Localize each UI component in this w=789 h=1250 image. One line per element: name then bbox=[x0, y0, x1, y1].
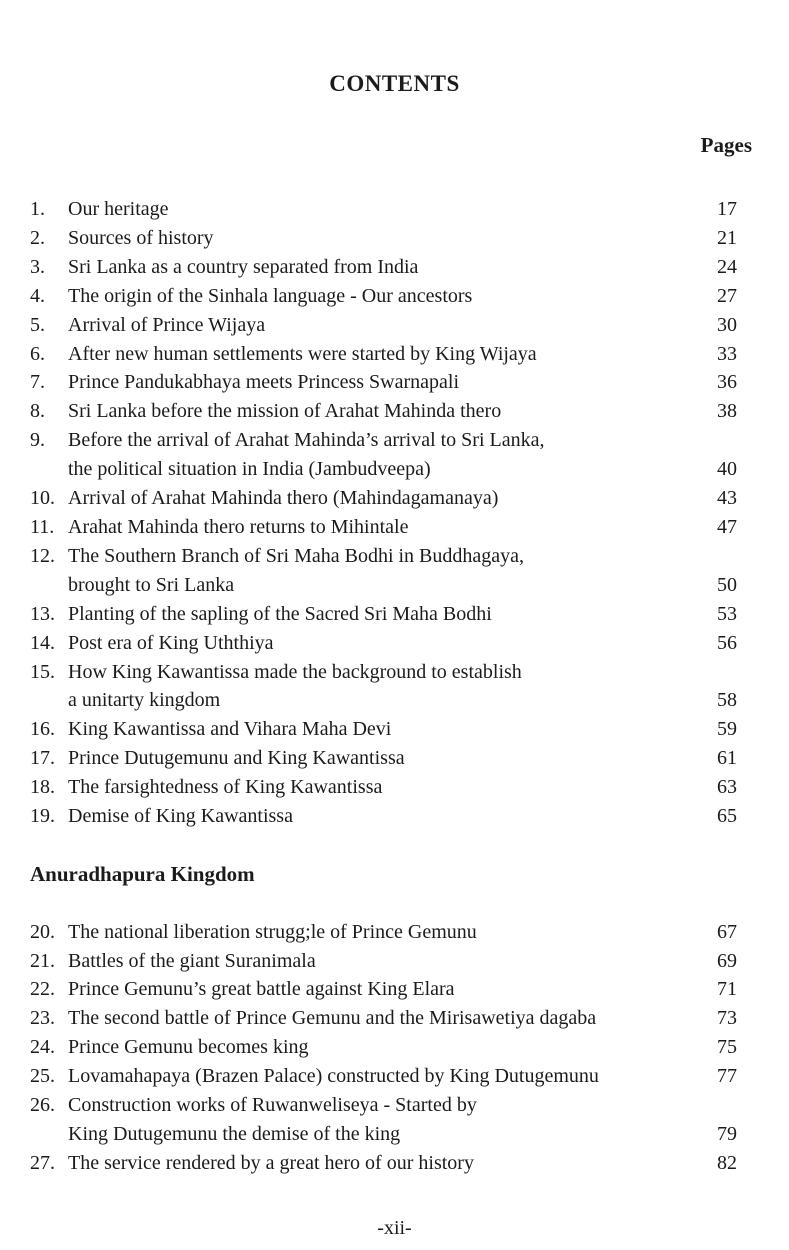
entry-title: Battles of the giant Suranimala bbox=[68, 949, 316, 972]
entry-number: 10. bbox=[30, 487, 55, 510]
toc-entry-line bbox=[30, 947, 737, 976]
entry-page: 50 bbox=[717, 573, 737, 596]
entry-title: Arrival of Prince Wijaya bbox=[68, 313, 266, 336]
entry-number: 16. bbox=[30, 718, 55, 741]
toc-entry-line bbox=[30, 368, 737, 397]
toc-entry-line bbox=[30, 715, 737, 744]
entry-page: 56 bbox=[717, 631, 737, 654]
entry-title: Post era of King Uththiya bbox=[68, 631, 274, 654]
entry-title: The origin of the Sinhala language - Our ancestors bbox=[68, 284, 473, 307]
toc-entry-line bbox=[30, 253, 737, 282]
entry-page bbox=[689, 658, 737, 687]
entry-title: Sri Lanka before the mission of Arahat Mahinda thero bbox=[68, 400, 502, 423]
entry-page: 65 bbox=[717, 805, 737, 828]
entry-number: 14. bbox=[30, 631, 55, 654]
entry-number: 18. bbox=[30, 776, 55, 799]
entry-title: brought to Sri Lanka bbox=[68, 573, 235, 596]
entry-page: 58 bbox=[717, 689, 737, 712]
entry-number: 17. bbox=[30, 747, 55, 770]
entry-number: 3. bbox=[30, 255, 45, 278]
toc-entry-line bbox=[30, 686, 737, 715]
entry-page bbox=[689, 542, 737, 571]
entry-title: The farsightedness of King Kawantissa bbox=[68, 776, 383, 799]
entry-number bbox=[30, 571, 68, 600]
toc-entry-line bbox=[30, 744, 737, 773]
entry-number: 1. bbox=[30, 198, 45, 220]
entry-number: 6. bbox=[30, 342, 45, 365]
entry-title: Construction works of Ruwanweliseya - Started by bbox=[68, 1094, 477, 1117]
entry-title: Sri Lanka as a country separated from India bbox=[68, 255, 419, 278]
entry-page: 67 bbox=[717, 920, 737, 943]
entry-page: 47 bbox=[717, 515, 737, 538]
entry-page: 77 bbox=[717, 1065, 737, 1088]
toc-entry-line bbox=[30, 513, 737, 542]
entry-number: 21. bbox=[30, 949, 55, 972]
entry-number: 9. bbox=[30, 429, 45, 452]
entry-title: The Southern Branch of Sri Maha Bodhi in Buddhagaya, bbox=[68, 544, 525, 567]
entry-title: Lovamahapaya (Brazen Palace) constructed by King Dutugemunu bbox=[68, 1065, 599, 1088]
entry-page: 17 bbox=[717, 198, 737, 220]
entry-number: 12. bbox=[30, 544, 55, 567]
entry-page: 36 bbox=[717, 371, 737, 394]
entry-title: Arahat Mahinda thero returns to Mihintale bbox=[68, 515, 409, 538]
entry-number: 25. bbox=[30, 1065, 55, 1088]
entry-page bbox=[689, 426, 737, 455]
entry-title: The second battle of Prince Gemunu and the Mirisawetiya dagaba bbox=[68, 1007, 597, 1030]
entry-title: Arrival of Arahat Mahinda thero (Mahindagamanaya) bbox=[68, 487, 499, 510]
entry-title: Our heritage bbox=[68, 198, 169, 220]
entry-number bbox=[30, 455, 68, 484]
entry-number: 5. bbox=[30, 313, 45, 336]
entry-page: 82 bbox=[717, 1151, 737, 1174]
entry-page: 21 bbox=[717, 226, 737, 249]
entry-number: 11. bbox=[30, 515, 55, 538]
toc-entry-line bbox=[30, 484, 737, 513]
entry-number bbox=[30, 686, 68, 715]
toc-entry-line bbox=[30, 975, 737, 1004]
entry-page: 71 bbox=[717, 978, 737, 1001]
toc-entry-line bbox=[30, 1149, 737, 1178]
entry-page: 27 bbox=[717, 284, 737, 307]
entry-page: 61 bbox=[717, 747, 737, 770]
entry-page: 69 bbox=[717, 949, 737, 972]
entry-page: 43 bbox=[717, 487, 737, 510]
entry-number: 13. bbox=[30, 602, 55, 625]
toc-entry-line bbox=[30, 1062, 737, 1091]
toc-entry-line bbox=[30, 918, 737, 947]
entry-page: 30 bbox=[717, 313, 737, 336]
entry-page: 59 bbox=[717, 718, 737, 741]
toc-entry-line bbox=[30, 455, 737, 484]
toc-entry-line bbox=[30, 340, 737, 369]
entry-title: The service rendered by a great hero of our history bbox=[68, 1151, 474, 1174]
entry-title: King Kawantissa and Vihara Maha Devi bbox=[68, 718, 392, 741]
entry-page: 40 bbox=[717, 458, 737, 481]
entry-page: 24 bbox=[717, 255, 737, 278]
toc-entry-line bbox=[30, 282, 737, 311]
entry-number: 7. bbox=[30, 371, 45, 394]
entry-number: 27. bbox=[30, 1151, 55, 1174]
entry-title: Planting of the sapling of the Sacred Sri Maha Bodhi bbox=[68, 602, 492, 625]
toc-entry-line bbox=[30, 1091, 737, 1120]
entry-number: 2. bbox=[30, 226, 45, 249]
entry-number: 24. bbox=[30, 1036, 55, 1059]
entry-title: the political situation in India (Jambudveepa) bbox=[68, 458, 431, 481]
entry-page: 53 bbox=[717, 602, 737, 625]
entry-number: 19. bbox=[30, 805, 55, 828]
entry-page: 79 bbox=[717, 1122, 737, 1145]
toc-entry-line bbox=[30, 224, 737, 253]
entry-page bbox=[689, 1091, 737, 1120]
entry-title: Before the arrival of Arahat Mahinda’s arrival to Sri Lanka, bbox=[68, 429, 545, 452]
entry-page: 63 bbox=[717, 776, 737, 799]
toc-entry-line bbox=[30, 1033, 737, 1062]
toc-entry-line bbox=[30, 773, 737, 802]
pages-column-header: Pages bbox=[700, 133, 752, 157]
entry-title: King Dutugemunu the demise of the king bbox=[68, 1122, 401, 1145]
toc-entry-line bbox=[30, 311, 737, 340]
entry-number: 23. bbox=[30, 1007, 55, 1030]
entry-number: 15. bbox=[30, 660, 55, 683]
entry-title: How King Kawantissa made the background to establish bbox=[68, 660, 522, 683]
entry-title: a unitarty kingdom bbox=[68, 689, 221, 712]
toc-entry-line bbox=[30, 426, 737, 455]
entry-number: 8. bbox=[30, 400, 45, 423]
toc-entry-line bbox=[30, 195, 737, 224]
toc-entry-line bbox=[30, 629, 737, 658]
entry-number: 20. bbox=[30, 920, 55, 943]
entry-title: After new human settlements were started by King Wijaya bbox=[68, 342, 537, 365]
toc-entry-line bbox=[30, 600, 737, 629]
entry-title: Demise of King Kawantissa bbox=[68, 805, 293, 828]
toc-entry-line bbox=[30, 397, 737, 426]
entry-title: Prince Pandukabhaya meets Princess Swarnapali bbox=[68, 371, 460, 394]
entry-number: 4. bbox=[30, 284, 45, 307]
entry-page: 75 bbox=[717, 1036, 737, 1059]
entry-number: 22. bbox=[30, 978, 55, 1001]
entry-number: 26. bbox=[30, 1094, 55, 1117]
entry-number bbox=[30, 1120, 68, 1149]
page-number-footer: -xii- bbox=[377, 1217, 412, 1239]
entry-title: The national liberation strugg;le of Prince Gemunu bbox=[68, 920, 477, 943]
section-heading: Anuradhapura Kingdom bbox=[30, 861, 255, 886]
toc-entry-line bbox=[30, 802, 737, 831]
toc-entry-line bbox=[30, 1120, 737, 1149]
toc-entry-line bbox=[30, 1004, 737, 1033]
toc-entry-line bbox=[30, 571, 737, 600]
entry-page: 33 bbox=[717, 342, 737, 365]
entry-title: Prince Dutugemunu and King Kawantissa bbox=[68, 747, 405, 770]
page-title: CONTENTS bbox=[329, 71, 460, 96]
entry-title: Prince Gemunu becomes king bbox=[68, 1036, 309, 1059]
toc-entry-line bbox=[30, 542, 737, 571]
table-of-contents bbox=[30, 195, 737, 1178]
entry-page: 38 bbox=[717, 400, 737, 423]
toc-entry-line bbox=[30, 658, 737, 687]
entry-title: Prince Gemunu’s great battle against King Elara bbox=[68, 978, 455, 1001]
entry-page: 73 bbox=[717, 1007, 737, 1030]
entry-title: Sources of history bbox=[68, 226, 214, 249]
